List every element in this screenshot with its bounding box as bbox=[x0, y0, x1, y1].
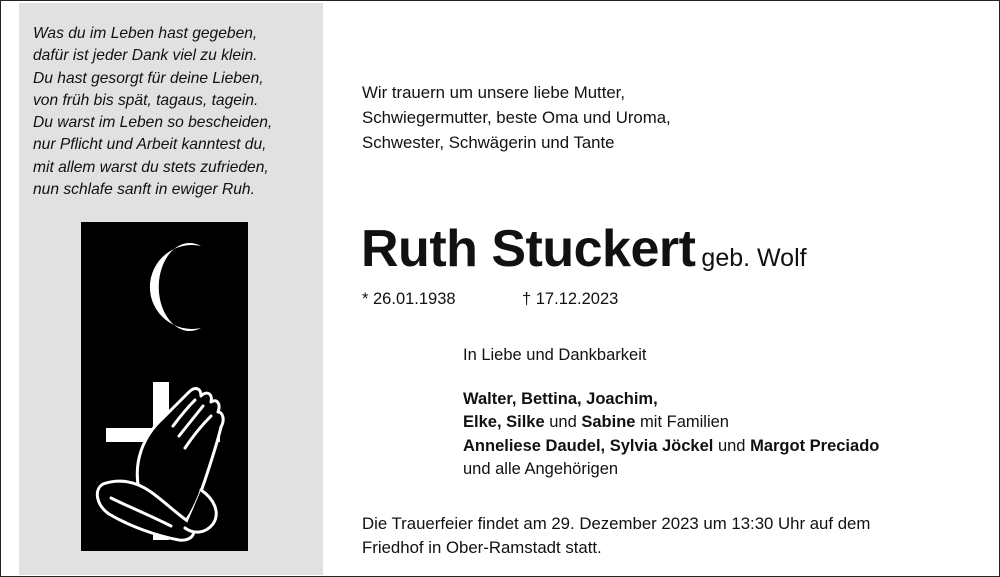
mourner-names: Elke, Silke bbox=[463, 413, 545, 432]
mourner-names: Margot Preciado bbox=[750, 436, 880, 455]
life-dates bbox=[362, 290, 619, 309]
mourners-line bbox=[463, 435, 879, 459]
poem bbox=[33, 23, 272, 201]
birth-name: geb. Wolf bbox=[701, 244, 807, 272]
mourner-names: Sabine bbox=[581, 413, 636, 432]
poem-line: nun schlafe sanft in ewiger Ruh. bbox=[33, 181, 255, 199]
left-column bbox=[19, 3, 323, 575]
intro-line: Wir trauern um unsere liebe Mutter, bbox=[362, 83, 626, 102]
mourners-intro: In Liebe und Dankbarkeit bbox=[463, 346, 647, 364]
poem-line: nur Pflicht und Arbeit kanntest du, bbox=[33, 136, 267, 154]
deceased-name-row bbox=[361, 219, 807, 279]
conjunction: und bbox=[544, 413, 582, 432]
mourners-line bbox=[463, 411, 879, 435]
birth-date: * 26.01.1938 bbox=[362, 290, 456, 308]
memorial-emblem bbox=[81, 222, 248, 551]
poem-line: Du hast gesorgt für deine Lieben, bbox=[33, 69, 264, 87]
poem-line: von früh bis spät, tagaus, tagein. bbox=[33, 91, 259, 109]
mourner-names: Anneliese Daudel, Sylvia Jöckel bbox=[463, 436, 714, 455]
mourners-line: und alle Angehörigen bbox=[463, 460, 619, 479]
mourner-suffix: mit Familien bbox=[635, 413, 729, 432]
funeral-line: Friedhof in Ober-Ramstadt statt. bbox=[362, 537, 602, 557]
death-date: † 17.12.2023 bbox=[522, 290, 619, 308]
emblem-graphic bbox=[81, 222, 248, 551]
funeral-info bbox=[362, 512, 870, 559]
poem-line: Was du im Leben hast gegeben, bbox=[33, 25, 258, 42]
poem-line: mit allem warst du stets zufrieden, bbox=[33, 158, 269, 176]
funeral-line: Die Trauerfeier findet am 29. Dezember 2023 um 13:30 Uhr auf dem bbox=[362, 514, 871, 533]
poem-line: dafür ist jeder Dank viel zu klein. bbox=[33, 47, 258, 65]
poem-line: Du warst im Leben so bescheiden, bbox=[33, 114, 273, 132]
deceased-name: Ruth Stuckert bbox=[361, 220, 696, 278]
conjunction: und bbox=[713, 436, 751, 455]
mourners-line bbox=[463, 388, 879, 412]
mourner-names: Walter, Bettina, Joachim, bbox=[463, 389, 658, 408]
mourners-block bbox=[463, 344, 879, 482]
intro-line: Schwester, Schwägerin und Tante bbox=[362, 132, 615, 152]
intro-line: Schwiegermutter, beste Oma und Uroma, bbox=[362, 107, 671, 127]
intro-text bbox=[362, 81, 671, 155]
